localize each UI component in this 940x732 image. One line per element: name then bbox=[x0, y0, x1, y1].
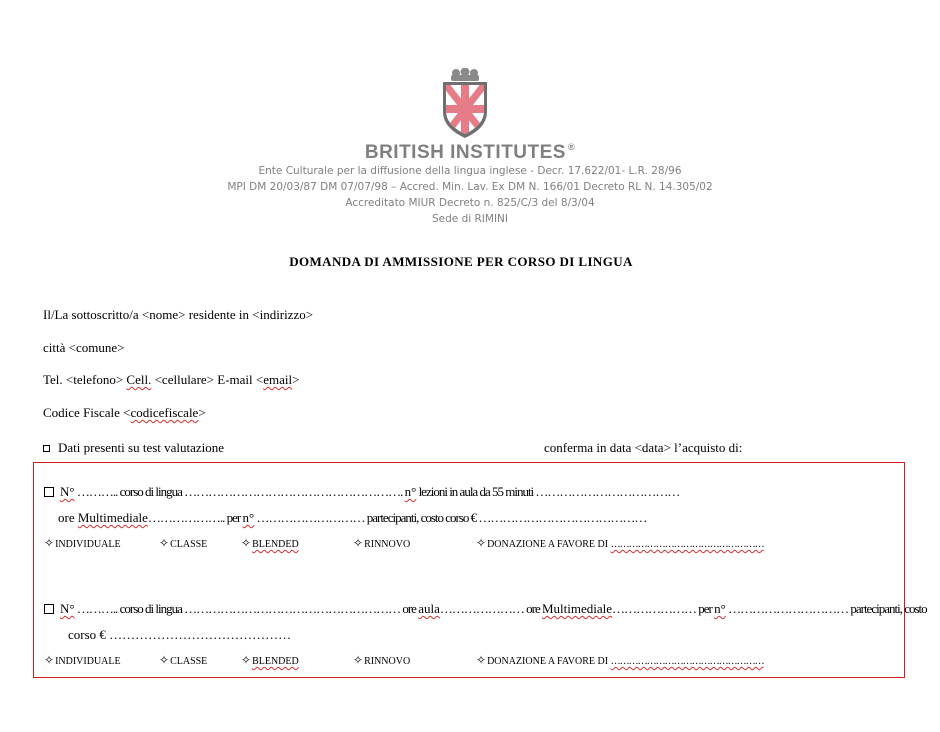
course2-option-individuale[interactable]: ✧INDIVIDUALE bbox=[44, 653, 121, 667]
course2-row1[interactable]: N° ……….. corso di lingua ……………………………………………… ore aula………………… ore Multimediale………………… per n° ………………………… partecipanti, costo bbox=[44, 601, 927, 617]
course2-option-rinnovo[interactable]: ✧RINNOVO bbox=[353, 653, 411, 667]
course1-option-rinnovo[interactable]: ✧RINNOVO bbox=[353, 536, 411, 550]
accreditation-line-3: Accreditato MIUR Decreto n. 825/C/3 del 8/3/04 bbox=[345, 197, 595, 209]
purchase-confirmation: conferma in data <data> l’acquisto di: bbox=[544, 440, 743, 455]
course2-option-classe[interactable]: ✧CLASSE bbox=[159, 653, 208, 667]
course1-checkbox[interactable] bbox=[44, 487, 54, 497]
brand-name: BRITISH INSTITUTES ® bbox=[364, 142, 576, 163]
applicant-name-line[interactable]: Il/La sottoscritto/a <nome> residente in <indirizzo> bbox=[43, 307, 314, 322]
course1-option-donazione[interactable]: ✧DONAZIONE A FAVORE DI …………………………………………… bbox=[476, 536, 764, 550]
course1-row2[interactable]: ore Multimediale……………….. per n° ……………………… partecipanti, costo corso € …………………………………… bbox=[58, 510, 647, 525]
british-institutes-logo bbox=[440, 68, 490, 140]
accreditation-line-1: Ente Culturale per la diffusione della lingua inglese - Decr. 17.622/01- L.R. 28/96 bbox=[258, 165, 682, 177]
test-data-line[interactable]: Dati presenti su test valutazione bbox=[43, 440, 224, 456]
course1-option-individuale[interactable]: ✧INDIVIDUALE bbox=[44, 536, 121, 550]
applicant-fiscal-code-line[interactable]: Codice Fiscale <codicefiscale> bbox=[43, 405, 206, 420]
course1-option-classe[interactable]: ✧CLASSE bbox=[159, 536, 208, 550]
course2-option-blended[interactable]: ✧BLENDED bbox=[241, 653, 299, 667]
course2-option-donazione[interactable]: ✧DONAZIONE A FAVORE DI …………………………………………… bbox=[476, 653, 764, 667]
course1-row1[interactable]: N° ……….. corso di lingua ………………………………………………. n° lezioni in aula da 55 minuti ……………………………… bbox=[44, 484, 679, 500]
course1-option-blended[interactable]: ✧BLENDED bbox=[241, 536, 299, 550]
course2-checkbox[interactable] bbox=[44, 604, 54, 614]
applicant-contact-line[interactable]: Tel. <telefono> Cell. <cellulare> E-mail <email> bbox=[43, 372, 300, 387]
accreditation-line-2: MPI DM 20/03/87 DM 07/07/98 – Accred. Min. Lav. Ex DM N. 166/01 Decreto RL N. 14.305/02 bbox=[227, 181, 713, 193]
office-location: Sede di RIMINI bbox=[431, 213, 508, 225]
document-title: DOMANDA DI AMMISSIONE PER CORSO DI LINGUA bbox=[289, 254, 633, 269]
test-data-checkbox[interactable] bbox=[43, 445, 50, 452]
course2-row2[interactable]: corso € …………………………………… bbox=[68, 627, 292, 642]
course-selection-box bbox=[33, 462, 927, 678]
applicant-city-line[interactable]: città <comune> bbox=[43, 340, 125, 355]
